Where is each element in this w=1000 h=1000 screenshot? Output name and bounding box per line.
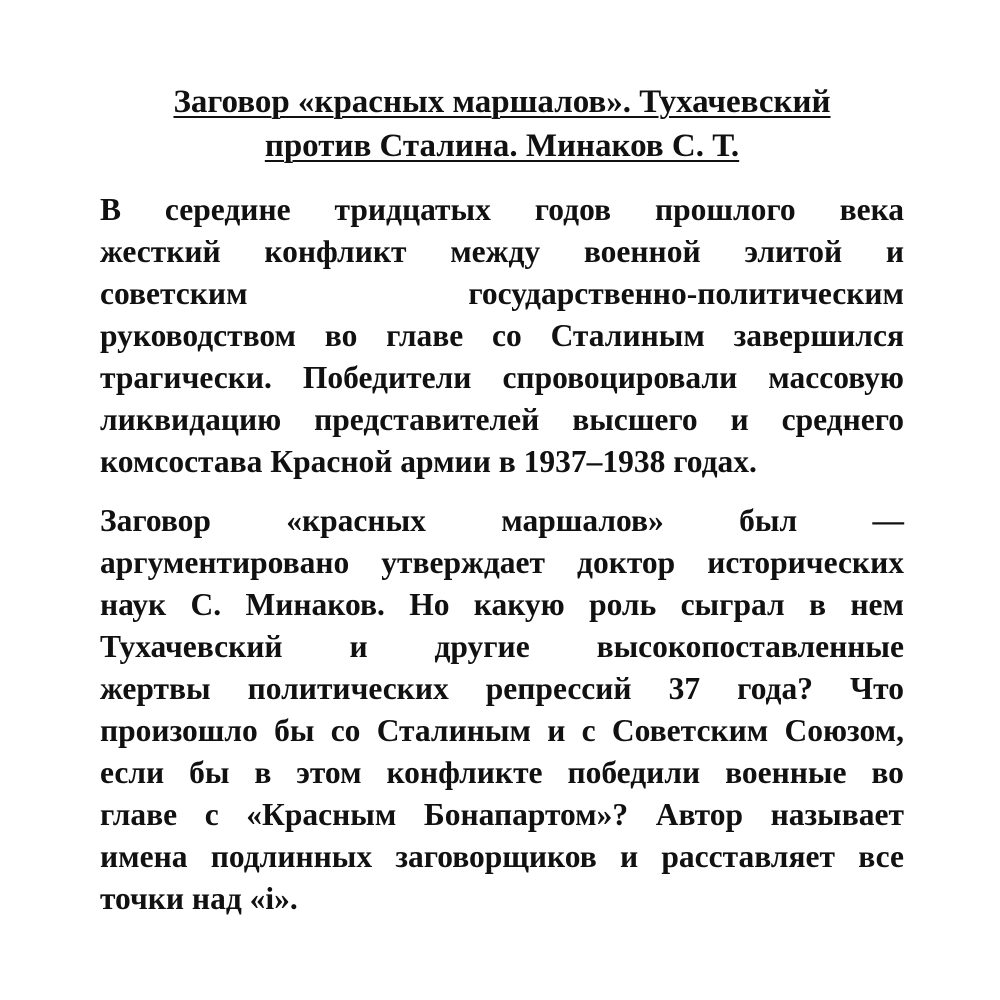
paragraph-line: произошло бы со Сталиным и с Советским Союзом, bbox=[100, 713, 904, 748]
paragraph-line: если бы в этом конфликте победили военные во bbox=[100, 755, 904, 790]
description-paragraph-1 bbox=[100, 189, 904, 483]
description-paragraph-2 bbox=[100, 500, 904, 920]
title-line-2: против Сталина. Минаков С. Т. bbox=[264, 128, 740, 164]
paragraph-line: жертвы политических репрессий 37 года? Что bbox=[100, 671, 904, 706]
paragraph-line: В середине тридцатых годов прошлого века bbox=[100, 192, 904, 227]
paragraph-line: ликвидацию представителей высшего и среднего bbox=[100, 402, 904, 437]
paragraph-line: трагически. Победители спровоцировали массовую bbox=[100, 360, 904, 395]
page-title bbox=[100, 80, 904, 168]
paragraph-line: наук С. Минаков. Но какую роль сыграл в нем bbox=[100, 587, 904, 622]
paragraph-line: аргументировано утверждает доктор исторических bbox=[100, 545, 904, 580]
paragraph-line: советским государственно-политическим bbox=[100, 276, 904, 311]
paragraph-line: комсостава Красной армии в 1937–1938 годах. bbox=[100, 444, 757, 479]
paragraph-line: имена подлинных заговорщиков и расставляет все bbox=[100, 839, 904, 874]
paragraph-line: руководством во главе со Сталиным завершился bbox=[100, 318, 904, 353]
title-line-1: Заговор «красных маршалов». Тухачевский bbox=[173, 84, 831, 120]
paragraph-line: главе с «Красным Бонапартом»? Автор называет bbox=[100, 797, 904, 832]
paragraph-line: жесткий конфликт между военной элитой и bbox=[100, 234, 904, 269]
paragraph-line: Заговор «красных маршалов» был — bbox=[100, 503, 904, 538]
paragraph-line: Тухачевский и другие высокопоставленные bbox=[100, 629, 904, 664]
paragraph-line: точки над «i». bbox=[100, 881, 298, 916]
